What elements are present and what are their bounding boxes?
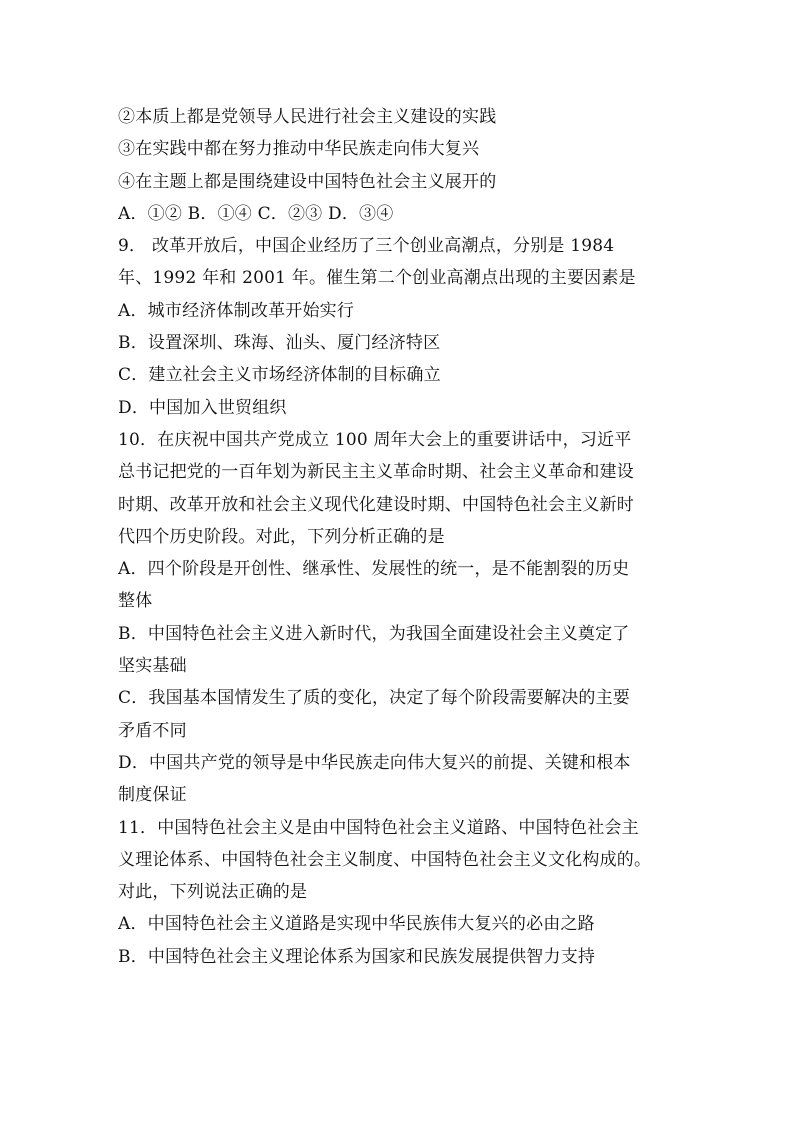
- question-10-stem: 总书记把党的一百年划为新民主主义革命时期、社会主义革命和建设: [118, 462, 634, 483]
- question-10-stem: 10．在庆祝中国共产党成立 100 周年大会上的重要讲话中，习近平: [118, 429, 632, 450]
- question-text: [118, 101, 688, 973]
- question-10-stem: 时期、改革开放和社会主义现代化建设时期、中国特色社会主义新时: [118, 494, 634, 515]
- option-b: B．中国特色社会主义进入新时代，为我国全面建设社会主义奠定了: [118, 623, 630, 644]
- question-9-stem: 9． 改革开放后，中国企业经历了三个创业高潮点，分别是 1984: [118, 236, 615, 257]
- option-c: C．建立社会主义市场经济体制的目标确立: [118, 365, 441, 386]
- option-c: C．我国基本国情发生了质的变化，决定了每个阶段需要解决的主要: [118, 688, 631, 709]
- text-line: ②本质上都是党领导人民进行社会主义建设的实践: [118, 107, 497, 127]
- option-a: A．中国特色社会主义道路是实现中华民族伟大复兴的必由之路: [118, 914, 595, 935]
- option-b: B．设置深圳、珠海、汕头、厦门经济特区: [118, 333, 441, 354]
- option-c: 矛盾不同: [118, 720, 187, 741]
- question-9-stem: 年、1992 年和 2001 年。催生第二个创业高潮点出现的主要因素是: [118, 268, 636, 289]
- question-11-stem: 11．中国特色社会主义是由中国特色社会主义道路、中国特色社会主: [118, 817, 639, 838]
- option-a: 整体: [118, 591, 153, 612]
- question-11-stem: 对此，下列说法正确的是: [118, 882, 308, 903]
- option-d: D．中国共产党的领导是中华民族走向伟大复兴的前提、关键和根本: [118, 752, 631, 773]
- option-b: 坚实基础: [118, 656, 187, 677]
- question-10-stem: 代四个历史阶段。对此，下列分析正确的是: [118, 526, 445, 547]
- option-a: A．城市经济体制改革开始实行: [118, 300, 355, 321]
- option-a: A．四个阶段是开创性、继承性、发展性的统一，是不能割裂的历史: [118, 559, 630, 580]
- text-line: ④在主题上都是围绕建设中国特色社会主义展开的: [118, 171, 497, 192]
- option-d: 制度保证: [118, 785, 187, 806]
- question-11-stem: 义理论体系、中国特色社会主义制度、中国特色社会主义文化构成的。: [118, 849, 652, 870]
- answer-options: A．①② B．①④ C．②③ D．③④: [118, 203, 394, 224]
- option-b: B．中国特色社会主义理论体系为国家和民族发展提供智力支持: [118, 946, 596, 967]
- text-line: ③在实践中都在努力推动中华民族走向伟大复兴: [118, 139, 480, 160]
- option-d: D．中国加入世贸组织: [118, 397, 287, 418]
